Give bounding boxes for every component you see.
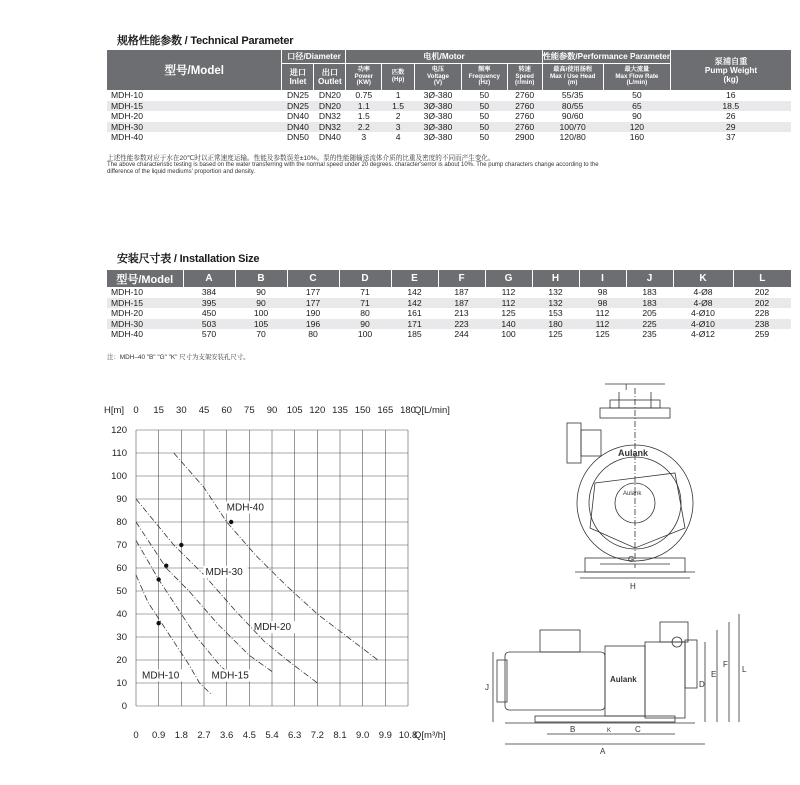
tech-cell: 3 — [361, 132, 367, 142]
side-pump-head — [645, 642, 685, 718]
install-cell: 100 — [357, 329, 373, 339]
series-marker-mdh-40 — [229, 520, 233, 524]
freq-cn: 频率 — [478, 66, 491, 73]
x-tick-label-lmin: 90 — [266, 405, 278, 416]
install-cell: 90 — [235, 298, 287, 309]
header-head — [542, 63, 603, 90]
series-label-mdh-10: MDH-10 — [142, 670, 180, 682]
install-note: 注：MDH–40 "B" "G" "K" 尺寸为支架安装孔尺寸。 — [107, 354, 250, 361]
tech-cell: 1.5 — [357, 111, 370, 121]
install-cell: 259 — [754, 329, 770, 339]
install-cell: 213 — [454, 308, 469, 318]
tech-cell: MDH-40 — [111, 132, 143, 142]
install-cell: 80 — [308, 329, 318, 339]
y-tick-label: 60 — [116, 563, 127, 574]
install-cell: 196 — [287, 319, 339, 330]
side-terminal-box — [540, 630, 580, 652]
series-label-mdh-30: MDH-30 — [205, 566, 243, 578]
install-cell: 235 — [642, 329, 657, 339]
tech-cell: DN50 — [286, 132, 309, 142]
header-voltage — [415, 63, 462, 90]
side-brand: Aulank — [610, 675, 637, 684]
install-cell: 125 — [501, 308, 516, 318]
install-cell: 223 — [438, 319, 485, 330]
install-header-cell: J — [626, 270, 673, 287]
tech-cell: DN40 — [286, 111, 309, 121]
tech-cell: 1.5 — [382, 101, 415, 112]
install-cell: 71 — [360, 287, 370, 297]
tech-note-en-2: difference of the liquid mediums' proportion and density. — [107, 168, 256, 175]
voltage-en: Voltage — [427, 72, 449, 80]
tech-cell: 1 — [395, 90, 401, 100]
series-marker-mdh-30 — [179, 543, 183, 547]
tech-cell: 90 — [632, 111, 642, 121]
x-tick-label-m3h: 1.8 — [174, 730, 188, 741]
tech-cell: 2.2 — [346, 122, 382, 133]
install-cell: 132 — [532, 298, 579, 309]
tech-cell: DN25 — [282, 101, 314, 112]
install-cell: 153 — [548, 308, 563, 318]
x-axis-label-bottom: Q[m³/h] — [414, 730, 446, 741]
install-cell: 132 — [548, 287, 563, 297]
side-base — [535, 716, 675, 722]
tech-cell: 50 — [632, 90, 642, 100]
tech-section-title: 规格性能参数 / Technical Parameter — [117, 35, 294, 47]
install-cell: 187 — [454, 287, 469, 297]
tech-cell: MDH-15 — [107, 101, 282, 112]
series-label-mdh-40: MDH-40 — [226, 502, 264, 514]
tech-cell: MDH-10 — [111, 90, 143, 100]
y-tick-label: 0 — [121, 701, 127, 712]
install-cell: 395 — [183, 298, 235, 309]
install-header-cell: L — [733, 270, 791, 287]
tech-cell: 2760 — [515, 111, 535, 121]
power-cn: 功率 — [357, 66, 370, 73]
install-cell: 125 — [548, 329, 563, 339]
install-cell: 4-Ø10 — [673, 319, 733, 330]
y-tick-label: 90 — [116, 494, 127, 505]
install-cell: 4-Ø10 — [691, 308, 715, 318]
install-cell: 177 — [305, 287, 321, 297]
side-label-d: D — [699, 680, 705, 689]
install-cell: 112 — [501, 287, 516, 297]
x-tick-label-lmin: 60 — [221, 405, 232, 416]
install-cell: 70 — [256, 329, 266, 339]
install-cell: 177 — [287, 298, 339, 309]
install-cell: 225 — [626, 319, 673, 330]
side-motor-fan-cover — [497, 660, 507, 702]
side-label-e: E — [711, 670, 717, 679]
header-motor-group: 电机/Motor — [346, 50, 542, 63]
header-performance-group: 性能参数/Performance Parameter — [542, 50, 670, 63]
install-row — [107, 329, 791, 340]
tech-cell: 80/55 — [542, 101, 603, 112]
technical-parameter-table — [107, 50, 791, 143]
tech-cell: 50 — [461, 122, 507, 133]
install-header-cell: E — [391, 270, 438, 287]
side-label-l: L — [742, 665, 747, 674]
tech-cell: 16 — [725, 90, 736, 100]
install-header-cell: G — [485, 270, 532, 287]
y-tick-label: 100 — [111, 471, 127, 482]
series-marker-mdh-20 — [164, 564, 168, 568]
power-unit: (KW) — [356, 79, 371, 86]
install-cell: 4-Ø8 — [693, 287, 713, 297]
header-power — [346, 63, 382, 90]
install-cell: 90 — [339, 319, 391, 330]
install-cell: 125 — [595, 329, 610, 339]
install-cell: 112 — [579, 319, 626, 330]
outlet-en: Outlet — [318, 76, 342, 86]
install-header-cell: K — [673, 270, 733, 287]
y-tick-label: 30 — [116, 632, 127, 643]
install-cell: 238 — [733, 319, 791, 330]
weight-cn: 泵浦自重 — [714, 56, 748, 66]
install-cell: 112 — [485, 298, 532, 309]
install-cell: MDH-10 — [111, 287, 143, 297]
install-cell: 105 — [235, 319, 287, 330]
x-tick-label-lmin: 30 — [176, 405, 187, 416]
front-inlet-flange — [567, 423, 581, 463]
tech-cell: 3 — [382, 122, 415, 133]
x-tick-label-lmin: 45 — [198, 405, 210, 416]
install-cell: 183 — [642, 287, 657, 297]
header-hp — [382, 63, 415, 90]
header-flow — [603, 63, 670, 90]
x-tick-label-lmin: 0 — [133, 405, 139, 416]
side-label-j: J — [485, 683, 489, 692]
x-tick-label-m3h: 3.6 — [220, 730, 234, 741]
x-tick-label-lmin: 150 — [354, 405, 371, 416]
tech-row — [107, 90, 791, 101]
install-cell: MDH-15 — [107, 298, 183, 309]
y-tick-label: 10 — [116, 678, 127, 689]
tech-cell: MDH-30 — [107, 122, 282, 133]
install-cell: MDH-20 — [111, 308, 143, 318]
side-label-c: C — [635, 725, 641, 734]
install-header-cell: H — [532, 270, 579, 287]
tech-cell: 120 — [603, 122, 670, 133]
tech-cell: 3Ø-380 — [423, 90, 453, 100]
install-cell: 190 — [305, 308, 321, 318]
install-header-cell: C — [287, 270, 339, 287]
install-row — [107, 298, 791, 309]
tech-cell: DN32 — [314, 122, 346, 133]
x-axis-label-top: Q[L/min] — [414, 405, 450, 416]
install-cell: 4-Ø8 — [673, 298, 733, 309]
install-cell: 202 — [754, 287, 770, 297]
x-tick-label-m3h: 8.1 — [333, 730, 347, 741]
side-label-b: B — [570, 725, 576, 734]
tech-cell: 55/35 — [561, 90, 584, 100]
install-header-cell: F — [438, 270, 485, 287]
tech-cell: DN25 — [286, 90, 309, 100]
install-cell: 187 — [438, 298, 485, 309]
front-label-g: G — [628, 555, 635, 564]
tech-cell: 50 — [479, 132, 490, 142]
install-section-title: 安装尺寸表 / Installation Size — [117, 253, 260, 265]
install-cell: 450 — [201, 308, 217, 318]
side-label-f: F — [723, 660, 728, 669]
series-curve-mdh-15 — [136, 540, 234, 678]
install-header-cell: A — [183, 270, 235, 287]
tech-cell: 65 — [603, 101, 670, 112]
tech-cell: DN20 — [318, 90, 341, 100]
speed-cn: 转速 — [518, 66, 531, 73]
install-cell: 180 — [532, 319, 579, 330]
install-cell: 100 — [253, 308, 269, 318]
install-header-cell: D — [339, 270, 391, 287]
x-tick-label-m3h: 2.7 — [197, 730, 211, 741]
header-inlet — [282, 63, 314, 90]
tech-cell: 120/80 — [559, 132, 586, 142]
install-cell: MDH-30 — [107, 319, 183, 330]
tech-cell: 37 — [725, 132, 736, 142]
x-tick-label-m3h: 5.4 — [265, 730, 279, 741]
install-cell: 503 — [183, 319, 235, 330]
tech-cell: 2900 — [515, 132, 535, 142]
install-cell: 142 — [407, 287, 422, 297]
install-cell: 384 — [201, 287, 217, 297]
install-cell: 100 — [501, 329, 516, 339]
tech-cell: 29 — [671, 122, 791, 133]
install-row — [107, 308, 791, 319]
install-cell: 185 — [407, 329, 422, 339]
flow-en: Max Flow Rate — [615, 72, 659, 80]
tech-cell: 2760 — [507, 122, 542, 133]
tech-cell: DN40 — [282, 122, 314, 133]
x-tick-label-lmin: 165 — [377, 405, 394, 416]
x-tick-label-lmin: 75 — [244, 405, 255, 416]
front-label-h: H — [630, 582, 636, 591]
x-tick-label-m3h: 10.8 — [398, 730, 418, 741]
tech-cell: 2760 — [507, 101, 542, 112]
install-header-cell: B — [235, 270, 287, 287]
tech-row — [107, 132, 791, 143]
head-unit: (m) — [567, 79, 578, 86]
install-cell: 161 — [407, 308, 422, 318]
voltage-cn: 电压 — [431, 66, 445, 73]
install-cell: 171 — [391, 319, 438, 330]
install-cell: 98 — [579, 298, 626, 309]
y-tick-label: 110 — [111, 448, 127, 459]
flow-cn: 最大流量 — [624, 66, 650, 73]
tech-cell: 160 — [629, 132, 645, 142]
head-cn: 最高/使用扬程 — [553, 66, 593, 73]
header-diameter-group: 口径/Diameter — [282, 50, 346, 63]
side-label-a: A — [600, 747, 606, 756]
install-cell: 98 — [597, 287, 608, 297]
tech-cell: 50 — [461, 101, 507, 112]
x-tick-label-lmin: 105 — [286, 405, 303, 416]
install-cell: 202 — [733, 298, 791, 309]
install-cell: 80 — [360, 308, 370, 318]
hp-cn: 匹数 — [391, 69, 405, 77]
tech-note-en-1: The above characteristic testing is based on the water transferring with the normal speed under 20 degrees. character'serror is about 10%. The pump characters change according to the — [107, 162, 599, 169]
header-outlet — [314, 63, 346, 90]
tech-cell: DN32 — [318, 111, 341, 121]
x-tick-label-m3h: 7.2 — [310, 730, 324, 741]
tech-row — [107, 101, 791, 112]
tech-cell: 1.1 — [346, 101, 382, 112]
tech-row — [107, 122, 791, 133]
pump-front-view-drawing — [555, 378, 715, 603]
inlet-cn: 进口 — [289, 67, 307, 77]
header-frequency — [461, 63, 507, 90]
side-outlet-flange — [660, 622, 688, 642]
tech-cell: 2760 — [515, 90, 535, 100]
series-marker-mdh-10 — [156, 621, 160, 625]
tech-row — [107, 111, 791, 122]
x-tick-label-m3h: 9.0 — [356, 730, 370, 741]
tech-cell: 18.5 — [671, 101, 791, 112]
weight-en: Pump Weight — [704, 65, 758, 75]
weight-unit: (kg) — [723, 74, 739, 84]
side-inlet-flange — [685, 640, 697, 688]
install-header-cell: 型号/Model — [116, 273, 174, 286]
tech-cell: 2 — [395, 111, 401, 121]
tech-cell: MDH-20 — [111, 111, 143, 121]
install-cell: 4-Ø12 — [691, 329, 715, 339]
install-row — [107, 287, 791, 298]
tech-cell: DN40 — [318, 132, 341, 142]
y-tick-label: 70 — [116, 540, 127, 551]
install-header-cell: I — [579, 270, 626, 287]
install-cell: 183 — [626, 298, 673, 309]
y-tick-label: 40 — [116, 609, 127, 620]
flow-unit: (L/min) — [626, 79, 648, 86]
x-tick-label-m3h: 4.5 — [242, 730, 256, 741]
install-cell: MDH-40 — [111, 329, 143, 339]
y-tick-label: 120 — [111, 425, 127, 436]
tech-cell: 3Ø-380 — [423, 111, 453, 121]
head-en: Max / Use Head — [549, 72, 596, 80]
freq-unit: (Hz) — [478, 79, 491, 86]
install-cell: 228 — [754, 308, 770, 318]
inlet-en: Inlet — [289, 76, 307, 86]
series-label-mdh-15: MDH-15 — [211, 670, 249, 682]
install-cell: 142 — [391, 298, 438, 309]
install-cell: 112 — [595, 308, 610, 318]
front-brand-small: Aulank — [623, 491, 642, 497]
install-cell: 570 — [201, 329, 217, 339]
power-en: Power — [354, 72, 374, 80]
x-tick-label-lmin: 120 — [309, 405, 326, 416]
header-model: 型号/Model — [164, 65, 224, 77]
y-tick-label: 50 — [116, 586, 127, 597]
y-tick-label: 80 — [116, 517, 127, 528]
installation-size-table — [107, 270, 791, 340]
x-tick-label-lmin: 180 — [400, 405, 416, 416]
front-brand: Aulank — [618, 448, 649, 458]
front-inlet-neck — [581, 430, 601, 456]
side-label-k: K — [607, 728, 612, 734]
x-tick-label-m3h: 0 — [133, 730, 139, 741]
x-tick-label-m3h: 9.9 — [378, 730, 392, 741]
install-cell: 244 — [454, 329, 469, 339]
front-label-i: I — [625, 383, 628, 392]
tech-cell: 90/60 — [561, 111, 584, 121]
install-cell: 140 — [485, 319, 532, 330]
tech-note-cn: 上述性能参数对应于水在20℃时以正常速度运输。性能及参数误差±10%。泵的性能随输送流体介质的比重及密度的不同而产生变化。 — [107, 155, 495, 162]
speed-unit: (r/min) — [515, 79, 535, 86]
tech-note — [107, 156, 787, 175]
tech-cell: 3Ø-380 — [423, 132, 453, 142]
install-cell: 205 — [642, 308, 657, 318]
freq-en: Frequency — [468, 72, 500, 80]
series-label-mdh-20: MDH-20 — [253, 622, 292, 634]
tech-cell: 4 — [395, 132, 401, 142]
x-tick-label-m3h: 0.9 — [152, 730, 166, 741]
series-marker-mdh-15 — [156, 577, 160, 581]
hp-unit: (Hp) — [391, 75, 405, 83]
header-pump-weight — [671, 50, 791, 90]
tech-cell: 50 — [479, 111, 490, 121]
tech-cell: 26 — [725, 111, 736, 121]
x-tick-label-lmin: 135 — [332, 405, 348, 416]
side-motor-body — [505, 652, 605, 710]
install-row — [107, 319, 791, 330]
voltage-unit: (V) — [433, 79, 443, 86]
x-tick-label-m3h: 6.3 — [288, 730, 302, 741]
y-axis-label: H[m] — [104, 405, 125, 416]
header-speed — [507, 63, 542, 90]
tech-cell: 50 — [479, 90, 490, 100]
tech-cell: DN20 — [314, 101, 346, 112]
speed-en: Speed — [515, 72, 534, 80]
pump-side-view-drawing — [485, 612, 785, 772]
x-tick-label-lmin: 15 — [153, 405, 164, 416]
tech-cell: 100/70 — [542, 122, 603, 133]
tech-cell: 3Ø-380 — [415, 101, 462, 112]
outlet-cn: 出口 — [321, 67, 339, 77]
tech-cell: 0.75 — [355, 90, 373, 100]
tech-cell: 3Ø-380 — [415, 122, 462, 133]
install-cell: 71 — [339, 298, 391, 309]
y-tick-label: 20 — [116, 655, 127, 666]
install-cell: 90 — [256, 287, 266, 297]
